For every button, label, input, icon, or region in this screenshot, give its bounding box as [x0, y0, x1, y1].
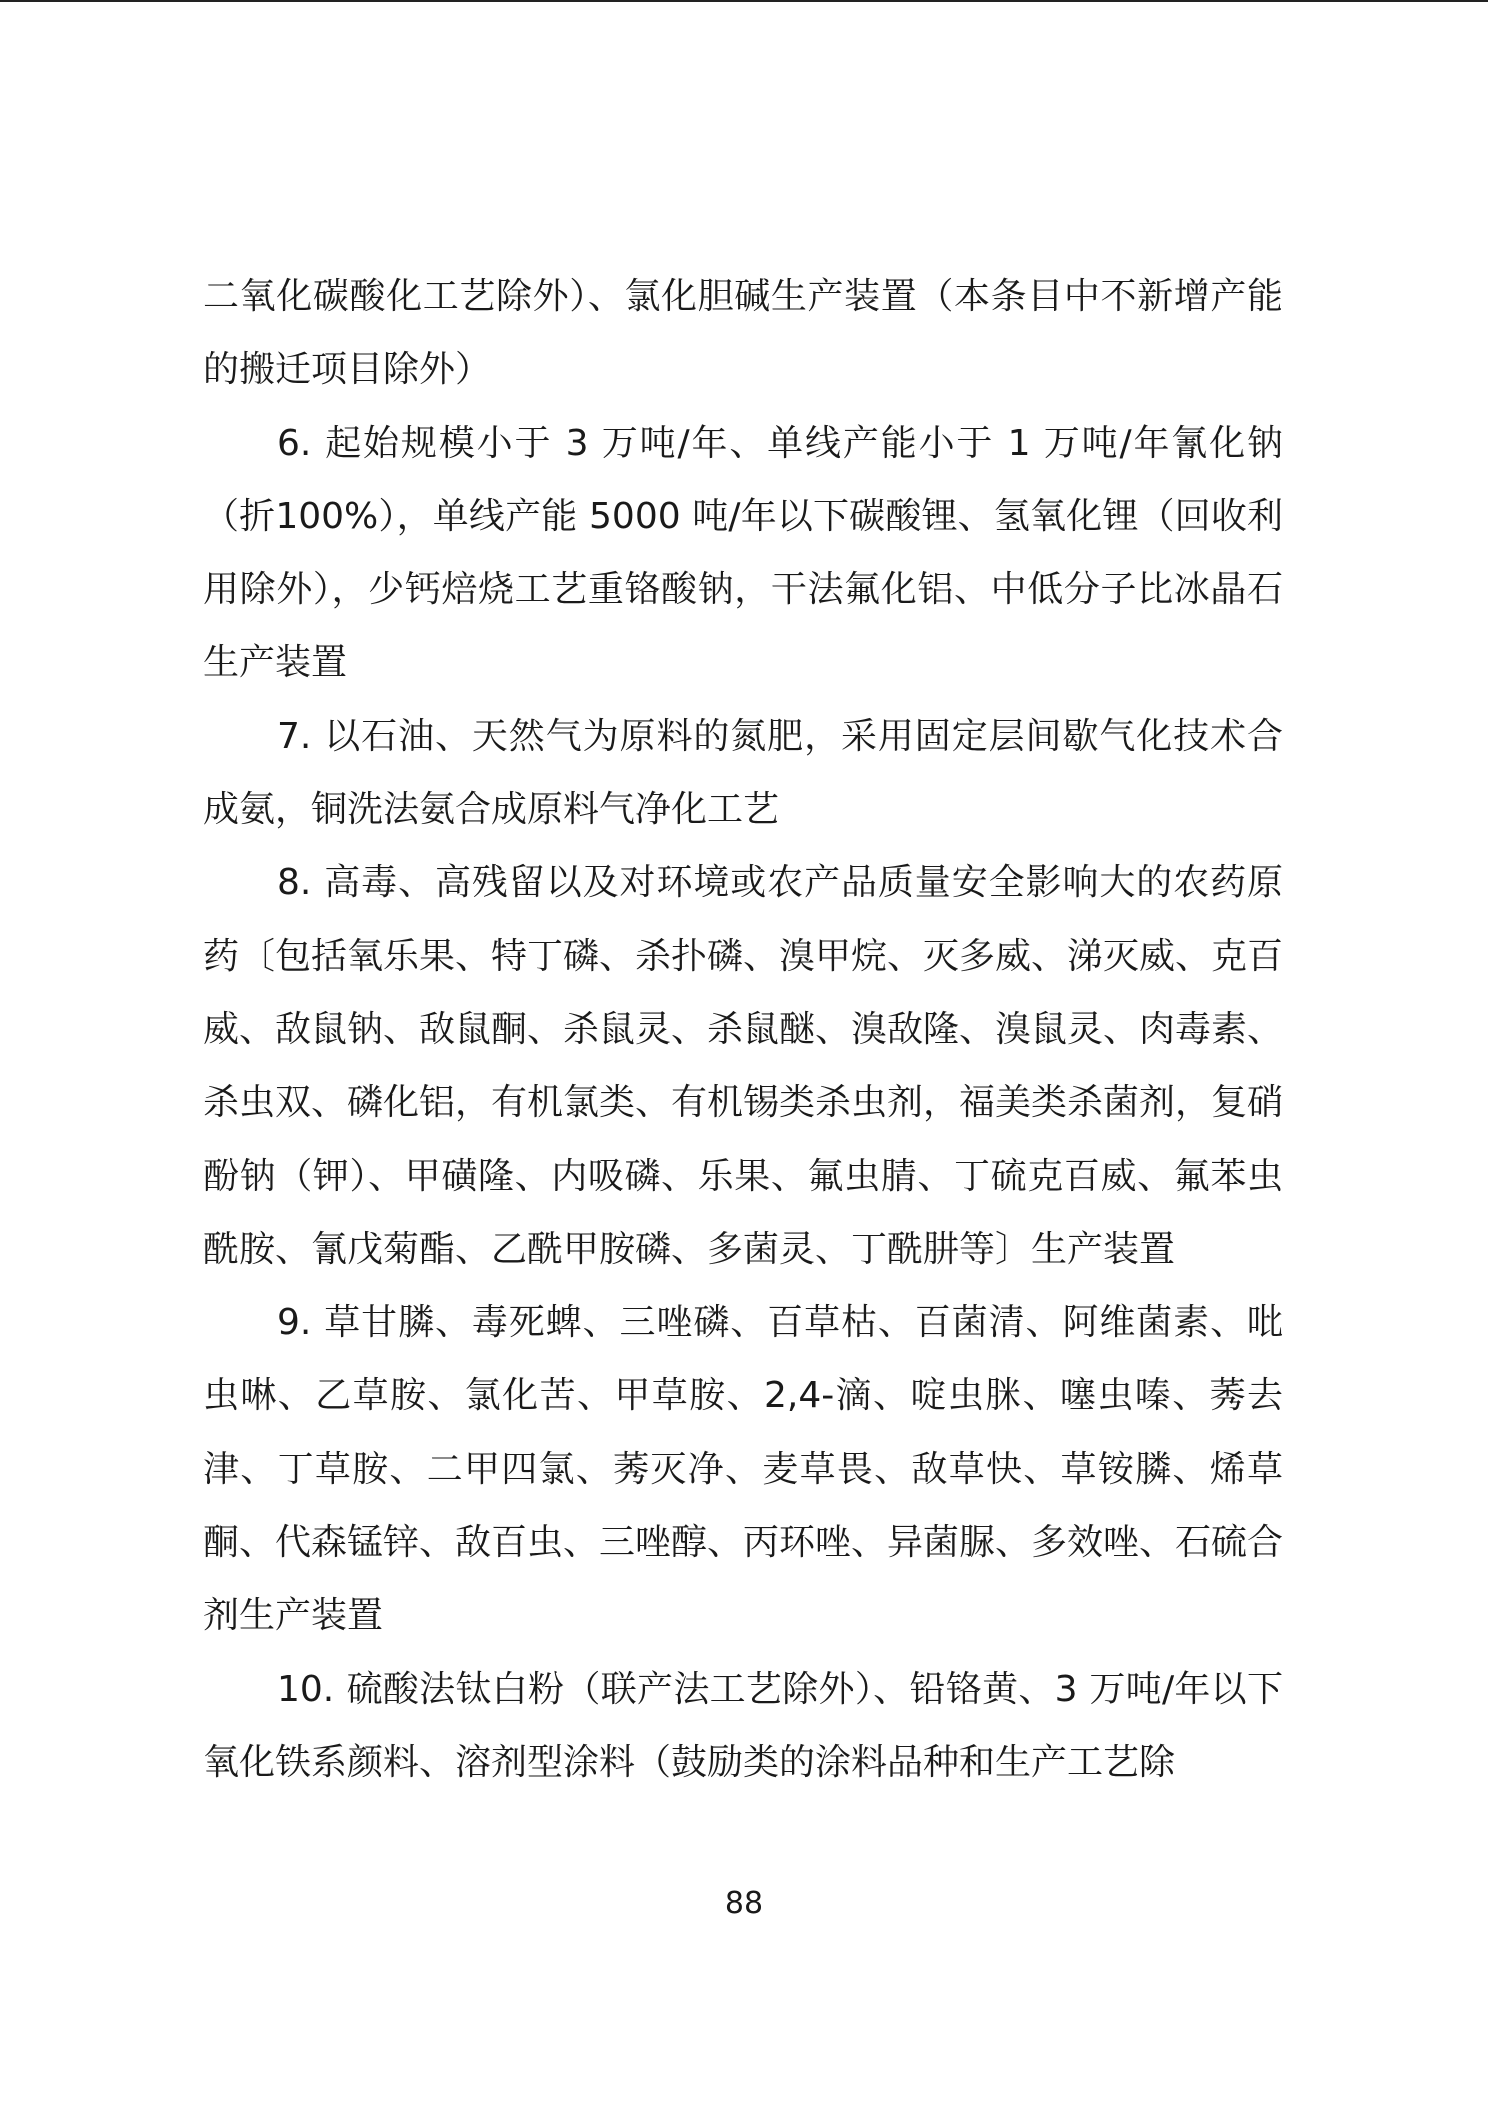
paragraph-item-7 — [203, 700, 1283, 847]
item-number: 10. — [277, 1668, 335, 1710]
page-number: 88 — [724, 1886, 764, 1921]
paragraph-text: 硫酸法钛白粉（联产法工艺除外）、铅铬黄、3 万吨/年以下氧化铁系颜料、溶剂型涂料（鼓励类的涂料品种和生产工艺除 — [203, 1668, 1283, 1783]
item-number: 9. — [277, 1302, 312, 1344]
paragraph-item-8 — [203, 846, 1283, 1286]
paragraph-text: 高毒、高残留以及对环境或农产品质量安全影响大的农药原药〔包括氧乐果、特丁磷、杀扑磷、溴甲烷、灭多威、涕灭威、克百威、敌鼠钠、敌鼠酮、杀鼠灵、杀鼠醚、溴敌隆、溴鼠灵、肉毒素、杀虫双、磷化铝，有机氯类、有机锡类杀虫剂，福美类杀菌剂，复硝酚钠（钾）、甲磺隆、内吸磷、乐果、氟虫腈、丁硫克百威、氟苯虫酰胺、氰戊菊酯、乙酰甲胺磷、多菌灵、丁酰肼等〕生产装置 — [203, 862, 1284, 1270]
paragraph-item-6 — [203, 407, 1283, 700]
paragraph-text: 草甘膦、毒死蜱、三唑磷、百草枯、百菌清、阿维菌素、吡虫啉、乙草胺、氯化苦、甲草胺、2,4-滴、啶虫脒、噻虫嗪、莠去津、丁草胺、二甲四氯、莠灭净、麦草畏、敌草快、草铵膦、烯草酮、代森锰锌、敌百虫、三唑醇、丙环唑、异菌脲、多效唑、石硫合剂生产装置 — [203, 1302, 1284, 1637]
paragraph-item-9 — [203, 1286, 1283, 1652]
paragraph-item-10 — [203, 1653, 1283, 1800]
paragraph-text: 二氧化碳酸化工艺除外）、氯化胆碱生产装置（本条目中不新增产能的搬迁项目除外） — [203, 276, 1283, 391]
paragraph-continued — [203, 260, 1283, 407]
item-number: 6. — [277, 422, 312, 464]
item-number: 7. — [277, 715, 312, 757]
body-text — [203, 260, 1283, 1799]
paragraph-text: 起始规模小于 3 万吨/年、单线产能小于 1 万吨/年氰化钠（折100%），单线产能 5000 吨/年以下碳酸锂、氢氧化锂（回收利用除外），少钙焙烧工艺重铬酸钠，干法氟化铝、中低分子比冰晶石生产装置 — [203, 422, 1283, 684]
paragraph-text: 以石油、天然气为原料的氮肥，采用固定层间歇气化技术合成氨，铜洗法氨合成原料气净化工艺 — [203, 715, 1283, 831]
item-number: 8. — [277, 862, 312, 904]
